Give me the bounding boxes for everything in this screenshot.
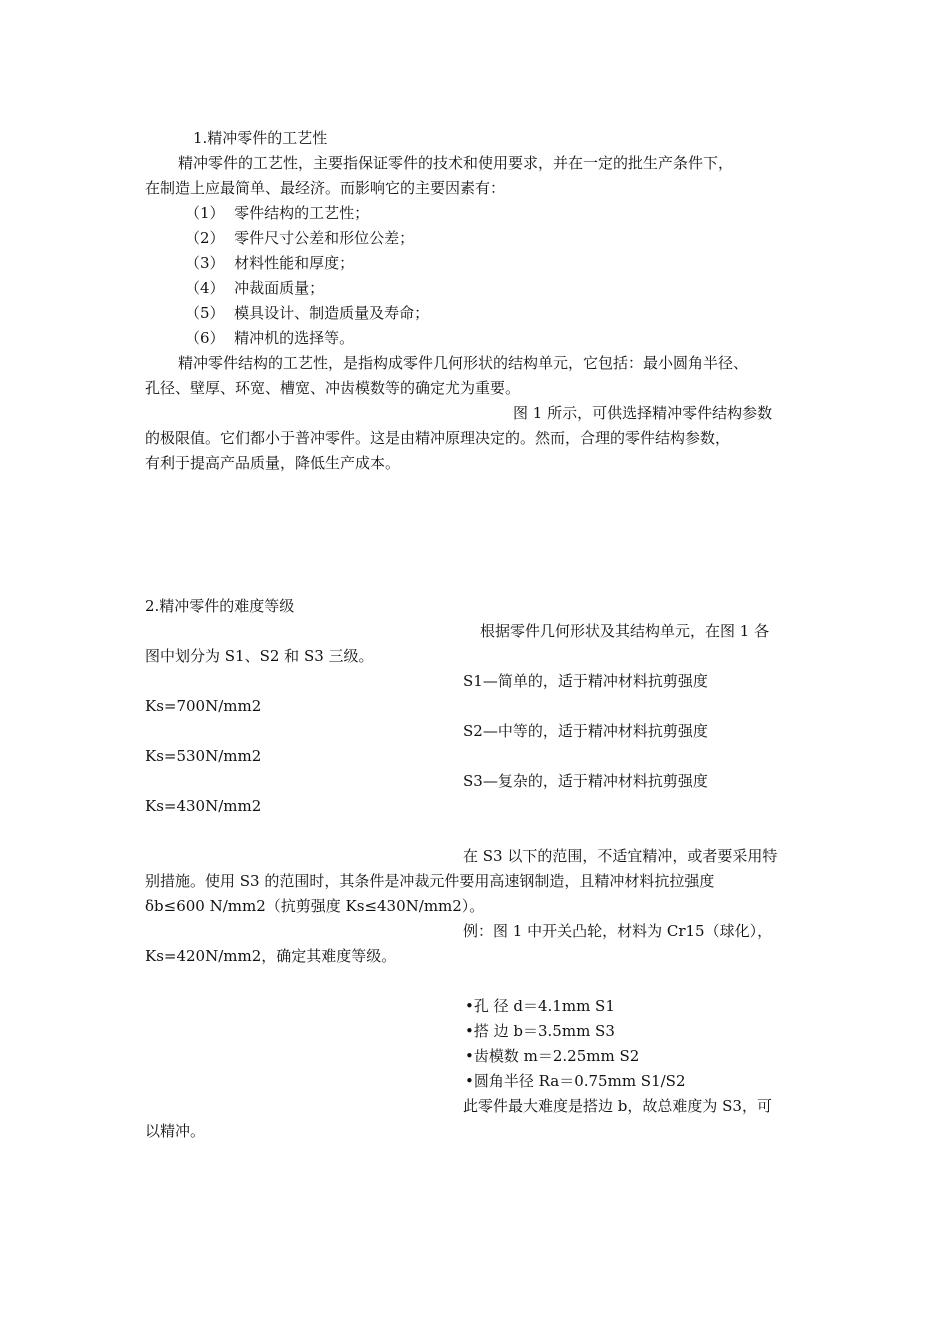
range-paragraph-line1: 在 S3 以下的范围，不适宜精冲，或者要采用特 [463, 847, 778, 865]
example-item-radius: •圆角半径 Ra＝0.75mm S1/S2 [465, 1072, 686, 1090]
conclusion-line2: 以精冲。 [145, 1122, 206, 1140]
s2-definition-line1: S2—中等的，适于精冲材料抗剪强度 [463, 722, 708, 740]
s1-definition-line1: S1—简单的，适于精冲材料抗剪强度 [463, 672, 708, 690]
example-item-hole: •孔 径 d＝4.1mm S1 [465, 997, 615, 1015]
factor-item-5: （5） 模具设计、制造质量及寿命； [185, 304, 430, 322]
s3-definition-line2: Ks=430N/mm2 [145, 797, 262, 815]
factor-item-1: （1） 零件结构的工艺性； [185, 204, 370, 222]
figure-paragraph-line2: 的极限值。它们都小于普冲零件。这是由精冲原理决定的。然而，合理的零件结构参数， [145, 429, 731, 447]
factor-item-4: （4） 冲裁面质量； [185, 279, 325, 297]
example-paragraph-line2: Ks=420N/mm2，确定其难度等级。 [145, 947, 397, 965]
example-paragraph-line1: 例：图 1 中开关凸轮，材料为 Cr15（球化）， [463, 922, 773, 940]
conclusion-line1: 此零件最大难度是搭边 b，故总难度为 S3，可 [463, 1097, 772, 1115]
section2-heading: 2.精冲零件的难度等级 [145, 597, 295, 615]
range-paragraph-line2: 别措施。使用 S3 的范围时，其条件是冲裁元件要用高速钢制造，且精冲材料抗拉强度 [145, 872, 715, 890]
basis-paragraph-line2: 图中划分为 S1、S2 和 S3 三级。 [145, 647, 374, 665]
s3-definition-line1: S3—复杂的，适于精冲材料抗剪强度 [463, 772, 708, 790]
example-item-edge: •搭 边 b＝3.5mm S3 [465, 1022, 615, 1040]
factor-item-2: （2） 零件尺寸公差和形位公差； [185, 229, 415, 247]
section1-intro-line1: 精冲零件的工艺性，主要指保证零件的技术和使用要求，并在一定的批生产条件下， [178, 154, 734, 172]
structure-paragraph-line1: 精冲零件结构的工艺性，是指构成零件几何形状的结构单元，它包括：最小圆角半径、 [178, 354, 749, 372]
s1-definition-line2: Ks=700N/mm2 [145, 697, 262, 715]
section1-heading: 1.精冲零件的工艺性 [193, 129, 328, 147]
section1-intro-line2: 在制造上应最简单、最经济。而影响它的主要因素有： [145, 179, 506, 197]
factor-item-6: （6） 精冲机的选择等。 [185, 329, 355, 347]
figure-paragraph-line3: 有利于提高产品质量，降低生产成本。 [145, 454, 401, 472]
example-item-module: •齿模数 m＝2.25mm S2 [465, 1047, 640, 1065]
basis-paragraph-line1: 根据零件几何形状及其结构单元，在图 1 各 [480, 622, 770, 640]
s2-definition-line2: Ks=530N/mm2 [145, 747, 262, 765]
range-paragraph-line3: δb≤600 N/mm2（抗剪强度 Ks≤430N/mm2）。 [145, 897, 485, 915]
factor-item-3: （3） 材料性能和厚度； [185, 254, 355, 272]
structure-paragraph-line2: 孔径、壁厚、环宽、槽宽、冲齿模数等的确定尤为重要。 [145, 379, 521, 397]
figure-paragraph-line1: 图 1 所示，可供选择精冲零件结构参数 [513, 404, 773, 422]
